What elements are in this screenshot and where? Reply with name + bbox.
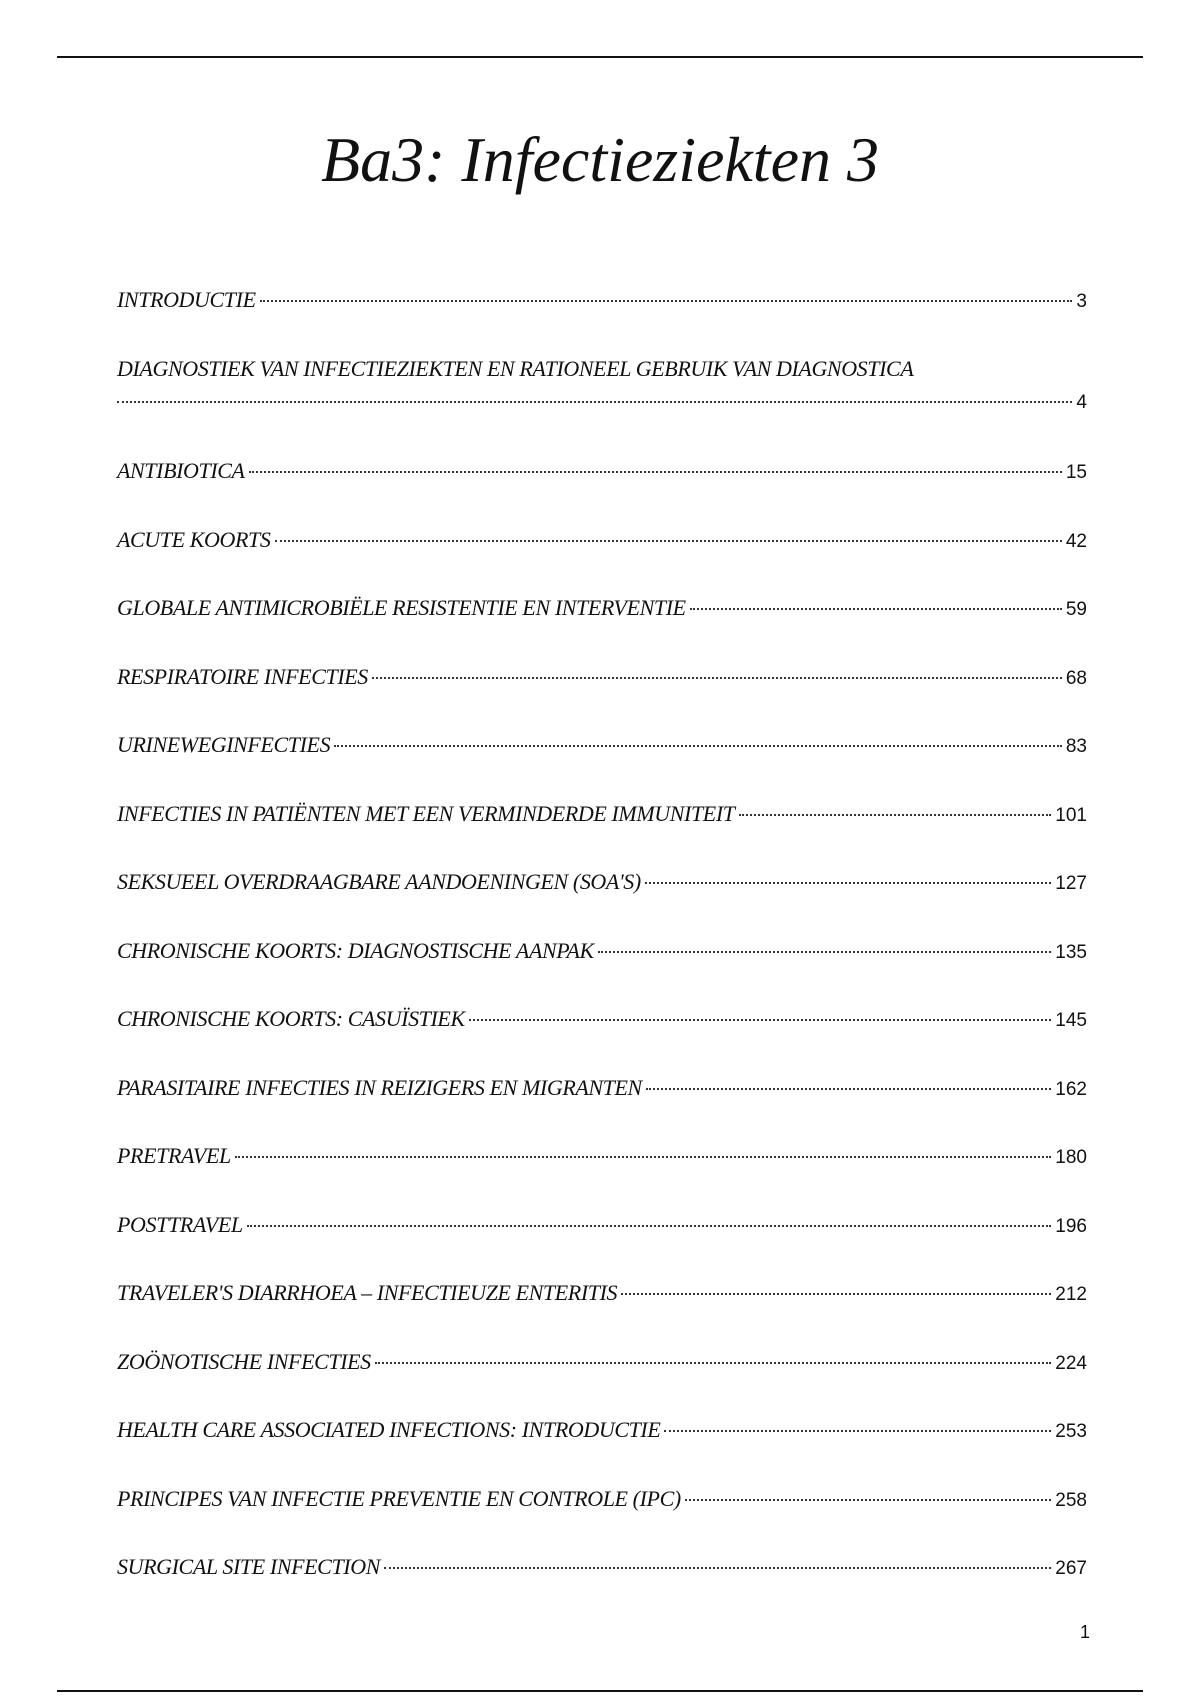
toc-entry-title: POSTTRAVEL bbox=[117, 1211, 243, 1237]
toc-entry-leader-row bbox=[117, 388, 1087, 418]
toc-entry-page: 15 bbox=[1065, 462, 1087, 483]
toc-entry[interactable] bbox=[117, 354, 1087, 418]
toc-entry-page: 253 bbox=[1055, 1421, 1087, 1442]
toc-entry-page: 145 bbox=[1055, 1010, 1087, 1031]
toc-entry-page: 68 bbox=[1065, 667, 1087, 689]
toc-entry[interactable] bbox=[117, 730, 1087, 760]
dot-leader bbox=[739, 814, 1052, 816]
toc-entry-title: CHRONISCHE KOORTS: CASUÏSTIEK bbox=[117, 1006, 465, 1031]
toc-entry-title: PRETRAVEL bbox=[117, 1143, 231, 1168]
toc-entry[interactable] bbox=[117, 1415, 1087, 1445]
toc-entry[interactable] bbox=[117, 456, 1087, 486]
toc-entry[interactable] bbox=[117, 525, 1087, 555]
toc-entry-title: TRAVELER'S DIARRHOEA – INFECTIEUZE ENTERITIS bbox=[117, 1280, 618, 1305]
dot-leader bbox=[690, 608, 1062, 610]
dot-leader bbox=[235, 1156, 1051, 1158]
toc-entry-title: URINEWEGINFECTIES bbox=[117, 732, 331, 757]
toc-entry-page: 258 bbox=[1055, 1489, 1087, 1511]
toc-entry[interactable] bbox=[117, 1347, 1087, 1377]
dot-leader bbox=[664, 1430, 1051, 1432]
toc-entry-page: 196 bbox=[1055, 1215, 1087, 1237]
toc-entry-page: 127 bbox=[1055, 873, 1087, 894]
toc-entry[interactable] bbox=[117, 662, 1087, 692]
toc-entry[interactable] bbox=[117, 1073, 1087, 1103]
toc-entry-title: PRINCIPES VAN INFECTIE PREVENTIE EN CONTROLE (IPC) bbox=[117, 1485, 681, 1511]
toc-entry[interactable] bbox=[117, 1278, 1087, 1308]
toc-entry-page: 59 bbox=[1065, 599, 1087, 620]
toc-entry-page: 212 bbox=[1055, 1284, 1087, 1305]
toc-entry-page: 162 bbox=[1055, 1078, 1087, 1100]
toc-entry-title: HEALTH CARE ASSOCIATED INFECTIONS: INTRODUCTIE bbox=[117, 1417, 661, 1442]
toc-entry-title: INFECTIES IN PATIËNTEN MET EEN VERMINDERDE IMMUNITEIT bbox=[117, 800, 735, 826]
toc-entry[interactable] bbox=[117, 285, 1087, 315]
toc-entry[interactable] bbox=[117, 1210, 1087, 1240]
toc-entry-page: 267 bbox=[1055, 1558, 1087, 1579]
dot-leader bbox=[645, 882, 1052, 884]
toc-entry-page: 135 bbox=[1055, 941, 1087, 963]
dot-leader bbox=[249, 471, 1062, 473]
toc-entry[interactable] bbox=[117, 1141, 1087, 1171]
dot-leader bbox=[598, 951, 1052, 953]
dot-leader bbox=[260, 300, 1073, 302]
dot-leader bbox=[117, 401, 1072, 403]
header-rule bbox=[57, 56, 1143, 58]
toc-entry[interactable] bbox=[117, 799, 1087, 829]
toc-entry[interactable] bbox=[117, 593, 1087, 623]
dot-leader bbox=[646, 1088, 1051, 1090]
toc-entry-title: ZOÖNOTISCHE INFECTIES bbox=[117, 1348, 371, 1374]
dot-leader bbox=[384, 1567, 1051, 1569]
toc-entry[interactable] bbox=[117, 1552, 1087, 1582]
toc-entry-page: 224 bbox=[1055, 1352, 1087, 1374]
toc-entry-page: 101 bbox=[1055, 804, 1087, 826]
dot-leader bbox=[621, 1293, 1051, 1295]
dot-leader bbox=[469, 1019, 1052, 1021]
document-title: Ba3: Infectieziekten 3 bbox=[321, 124, 879, 195]
toc-entry[interactable] bbox=[117, 1004, 1087, 1034]
table-of-contents bbox=[117, 285, 1087, 1621]
toc-entry-title: PARASITAIRE INFECTIES IN REIZIGERS EN MIGRANTEN bbox=[117, 1074, 642, 1100]
toc-entry[interactable] bbox=[117, 936, 1087, 966]
footer-page-number: 1 bbox=[1079, 1622, 1090, 1642]
toc-entry-title: SEKSUEEL OVERDRAAGBARE AANDOENINGEN (SOA'S) bbox=[117, 869, 641, 894]
toc-entry-title: ANTIBIOTICA bbox=[117, 458, 245, 483]
dot-leader bbox=[247, 1225, 1052, 1227]
dot-leader bbox=[275, 540, 1062, 542]
toc-entry-title: CHRONISCHE KOORTS: DIAGNOSTISCHE AANPAK bbox=[117, 937, 594, 963]
toc-entry-page: 3 bbox=[1076, 291, 1087, 312]
toc-entry-title: INTRODUCTIE bbox=[117, 287, 256, 312]
toc-entry-page: 4 bbox=[1076, 391, 1087, 413]
toc-entry-page: 42 bbox=[1065, 530, 1087, 552]
toc-entry-page: 83 bbox=[1065, 736, 1087, 757]
dot-leader bbox=[375, 1362, 1052, 1364]
dot-leader bbox=[334, 745, 1062, 747]
toc-entry-title: ACUTE KOORTS bbox=[117, 526, 271, 552]
toc-entry-page: 180 bbox=[1055, 1147, 1087, 1168]
footer-rule bbox=[57, 1690, 1143, 1692]
toc-entry-title: GLOBALE ANTIMICROBIËLE RESISTENTIE EN INTERVENTIE bbox=[117, 595, 686, 620]
toc-entry-title: DIAGNOSTIEK VAN INFECTIEZIEKTEN EN RATIONEEL GEBRUIK VAN DIAGNOSTICA bbox=[117, 355, 914, 381]
dot-leader bbox=[372, 677, 1062, 679]
dot-leader bbox=[685, 1499, 1052, 1501]
toc-entry-title: RESPIRATOIRE INFECTIES bbox=[117, 663, 368, 689]
toc-entry[interactable] bbox=[117, 1484, 1087, 1514]
toc-entry-title: SURGICAL SITE INFECTION bbox=[117, 1554, 380, 1579]
toc-entry[interactable] bbox=[117, 867, 1087, 897]
